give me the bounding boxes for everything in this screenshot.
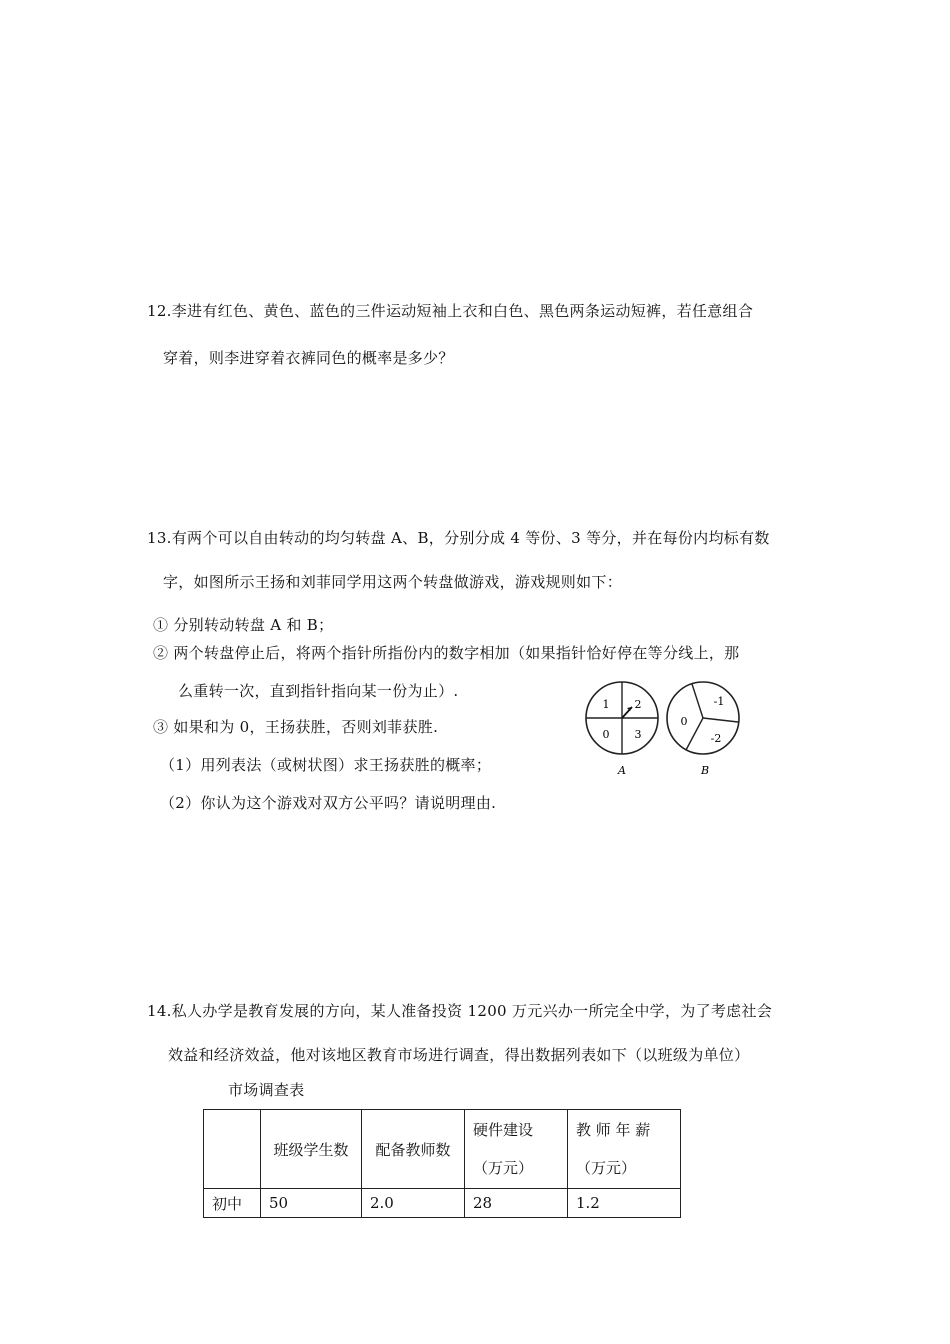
sector-b-2: -1 bbox=[713, 695, 725, 708]
q13-rule1: ① 分别转动转盘 A 和 B； bbox=[153, 616, 334, 634]
cell-level: 初中 bbox=[204, 1189, 261, 1218]
table-header-row bbox=[204, 1110, 681, 1189]
spinner-b bbox=[667, 682, 739, 777]
sector-a-3: 0 bbox=[602, 728, 610, 741]
header-hardware bbox=[465, 1110, 568, 1189]
cell-students: 50 bbox=[261, 1189, 362, 1218]
cell-teachers: 2.0 bbox=[362, 1189, 465, 1218]
header-salary bbox=[568, 1110, 681, 1189]
spinner-a bbox=[586, 682, 658, 777]
q12-line2: 穿着，则李进穿着衣裤同色的概率是多少？ bbox=[163, 349, 454, 367]
q13-line1: 13.有两个可以自由转动的均匀转盘 A、B，分别分成 4 等份、3 等分，并在每份内均标有数 bbox=[147, 529, 770, 547]
q13-sub2: （2）你认为这个游戏对双方公平吗？请说明理由. bbox=[160, 794, 497, 812]
sector-b-1: 0 bbox=[680, 715, 688, 728]
q14-line2: 效益和经济效益，他对该地区教育市场进行调查，得出数据列表如下（以班级为单位） bbox=[168, 1046, 750, 1064]
cell-hardware: 28 bbox=[465, 1189, 568, 1218]
q13-rule2a: ② 两个转盘停止后，将两个指针所指份内的数字相加（如果指针恰好停在等分线上，那 bbox=[153, 644, 740, 662]
header-class-students: 班级学生数 bbox=[261, 1110, 362, 1189]
q13-sub1: （1）用列表法（或树状图）求王扬获胜的概率； bbox=[160, 756, 492, 774]
header-hardware-unit: （万元） bbox=[473, 1159, 534, 1177]
sector-a-4: 3 bbox=[634, 728, 642, 741]
header-empty bbox=[204, 1110, 261, 1189]
q13-line2: 字，如图所示王扬和刘菲同学用这两个转盘做游戏，游戏规则如下： bbox=[163, 573, 623, 591]
spinner-figure bbox=[582, 680, 752, 780]
header-salary-title: 教 师 年 薪 bbox=[576, 1121, 651, 1139]
sector-b-3: -2 bbox=[710, 732, 722, 745]
sector-a-1: 1 bbox=[602, 698, 610, 711]
header-hardware-title: 硬件建设 bbox=[473, 1121, 534, 1139]
table-row bbox=[204, 1189, 681, 1218]
sector-a-2: 2 bbox=[634, 698, 642, 711]
cell-salary: 1.2 bbox=[568, 1189, 681, 1218]
survey-table bbox=[203, 1109, 681, 1218]
header-teachers: 配备教师数 bbox=[362, 1110, 465, 1189]
q13-rule2b: 么重转一次，直到指针指向某一份为止）. bbox=[178, 682, 459, 700]
q12-line1: 12.李进有红色、黄色、蓝色的三件运动短袖上衣和白色、黑色两条运动短裤，若任意组合 bbox=[147, 302, 754, 320]
header-salary-unit: （万元） bbox=[576, 1159, 637, 1177]
spinner-a-label: A bbox=[618, 764, 626, 777]
spinner-b-label: B bbox=[700, 764, 710, 777]
table-caption: 市场调查表 bbox=[228, 1081, 305, 1099]
q13-rule3: ③ 如果和为 0，王扬获胜，否则刘菲获胜. bbox=[153, 718, 439, 736]
q14-line1: 14.私人办学是教育发展的方向，某人准备投资 1200 万元兴办一所完全中学，为了考虑社会 bbox=[147, 1002, 773, 1020]
